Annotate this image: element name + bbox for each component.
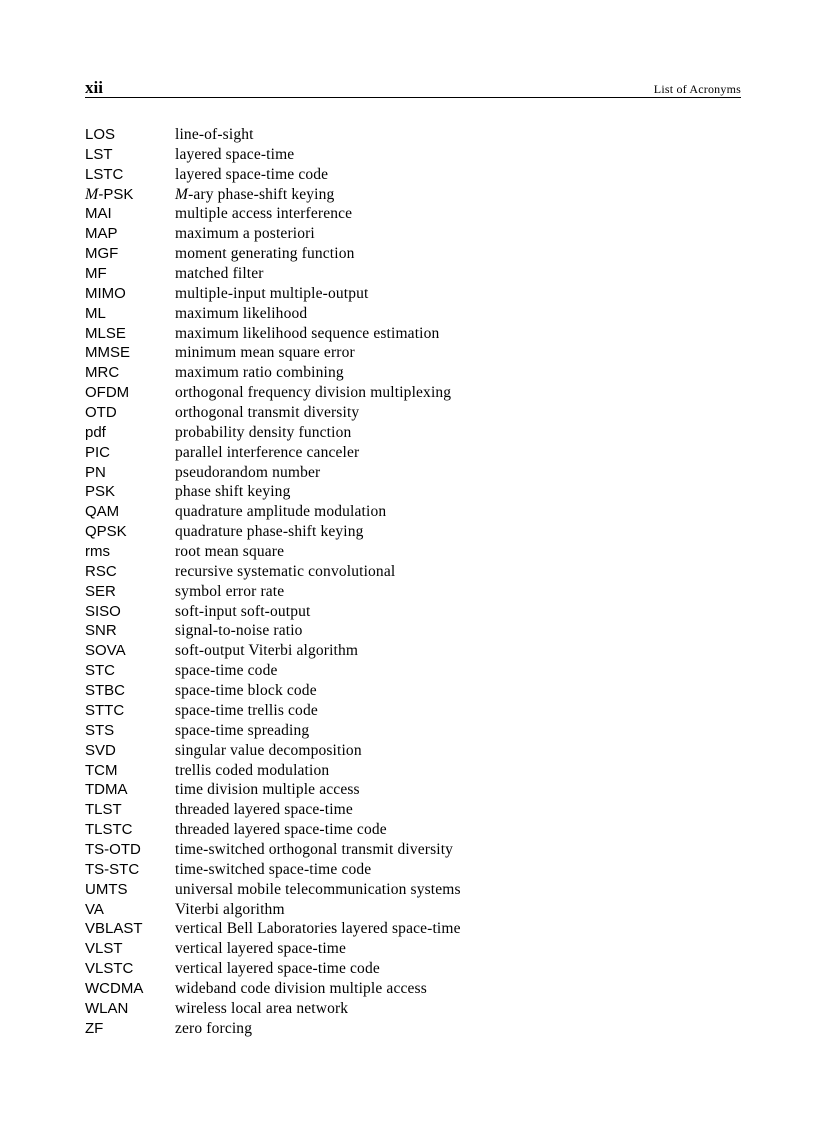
acronym-row xyxy=(85,939,741,959)
acronym-definition xyxy=(175,780,360,800)
acronym-definition-text: maximum ratio combining xyxy=(175,364,344,382)
acronym-definition-text: orthogonal transmit diversity xyxy=(175,404,360,422)
acronym-row xyxy=(85,919,741,939)
acronym-row xyxy=(85,482,741,502)
acronym-abbreviation-text: VA xyxy=(85,900,104,918)
acronym-abbreviation-text: TS-OTD xyxy=(85,840,141,858)
acronym-abbreviation-text: rms xyxy=(85,543,110,561)
acronym-abbreviation-text: MAP xyxy=(85,225,118,243)
acronym-abbreviation-text: LOS xyxy=(85,126,116,143)
acronym-abbreviation-text: MGF xyxy=(85,245,119,263)
acronym-abbreviation xyxy=(85,443,110,463)
acronym-abbreviation-variable: M xyxy=(85,185,99,203)
acronym-abbreviation xyxy=(85,502,119,522)
acronym-abbreviation-text: PIC xyxy=(85,443,111,461)
acronym-definition xyxy=(175,800,353,820)
acronym-abbreviation-text: PN xyxy=(85,463,106,481)
acronym-definition xyxy=(175,244,355,264)
acronym-abbreviation xyxy=(85,482,115,502)
acronym-definition xyxy=(175,185,334,205)
acronym-row xyxy=(85,1019,741,1039)
acronym-definition-text: time-switched orthogonal transmit diversity xyxy=(175,840,454,858)
acronym-row xyxy=(85,661,741,681)
acronym-definition-text: matched filter xyxy=(175,265,264,283)
acronym-abbreviation xyxy=(85,522,127,542)
acronym-definition-variable: M xyxy=(175,185,189,203)
acronym-definition xyxy=(175,999,348,1019)
acronym-abbreviation xyxy=(85,383,129,403)
acronym-row xyxy=(85,264,741,284)
acronym-definition-text: singular value decomposition xyxy=(175,741,362,759)
acronym-definition xyxy=(175,343,355,363)
acronym-abbreviation-text: RSC xyxy=(85,562,117,580)
acronym-abbreviation-text: MRC xyxy=(85,364,120,382)
acronym-row xyxy=(85,979,741,999)
acronym-definition-text: Viterbi algorithm xyxy=(175,900,285,918)
acronym-definition-text: zero forcing xyxy=(175,1019,253,1037)
acronym-definition xyxy=(175,443,359,463)
acronym-definition-text: soft-output Viterbi algorithm xyxy=(175,642,359,660)
acronym-abbreviation xyxy=(85,780,128,800)
acronym-abbreviation-text: VBLAST xyxy=(85,920,143,938)
acronym-row xyxy=(85,304,741,324)
acronym-definition xyxy=(175,165,328,185)
acronym-definition-text: recursive systematic convolutional xyxy=(175,562,396,580)
acronym-abbreviation xyxy=(85,423,106,443)
acronym-definition xyxy=(175,304,307,324)
acronym-abbreviation-text: STC xyxy=(85,662,115,680)
acronym-definition-text: vertical Bell Laboratories layered space-time xyxy=(175,920,461,938)
acronym-definition xyxy=(175,1019,252,1039)
acronym-row xyxy=(85,602,741,622)
acronym-abbreviation xyxy=(85,1019,103,1039)
acronym-row xyxy=(85,820,741,840)
acronym-definition-text: parallel interference canceler xyxy=(175,443,360,461)
acronym-definition-text: space-time block code xyxy=(175,682,317,700)
page-number: xii xyxy=(85,78,103,97)
acronym-definition-text: trellis coded modulation xyxy=(175,761,330,779)
acronym-abbreviation xyxy=(85,264,107,284)
acronym-definition xyxy=(175,621,303,641)
acronym-definition-text: layered space-time xyxy=(175,145,295,163)
acronym-abbreviation xyxy=(85,562,117,582)
acronym-definition-text: vertical layered space-time code xyxy=(175,960,380,978)
acronym-row xyxy=(85,502,741,522)
acronym-abbreviation-text: MAI xyxy=(85,205,112,223)
acronym-abbreviation-text: MF xyxy=(85,265,107,283)
acronym-abbreviation-text: OTD xyxy=(85,404,117,422)
acronym-definition-text: probability density function xyxy=(175,423,352,441)
acronym-definition xyxy=(175,900,285,920)
acronym-definition xyxy=(175,741,362,761)
acronym-definition-text: threaded layered space-time xyxy=(175,801,353,819)
acronym-row xyxy=(85,959,741,979)
acronym-abbreviation-text: OFDM xyxy=(85,384,130,402)
acronym-definition xyxy=(175,542,284,562)
acronym-abbreviation-text: UMTS xyxy=(85,880,128,898)
acronym-definition-text: maximum likelihood xyxy=(175,304,308,322)
acronym-definition-text: threaded layered space-time code xyxy=(175,821,387,839)
acronym-definition-text: vertical layered space-time xyxy=(175,940,347,958)
acronym-definition-text: multiple access interference xyxy=(175,205,353,223)
acronym-abbreviation xyxy=(85,304,106,324)
page-header xyxy=(85,78,741,98)
acronym-abbreviation xyxy=(85,185,133,205)
acronym-row xyxy=(85,463,741,483)
acronym-definition xyxy=(175,701,318,721)
acronym-abbreviation-text: TLST xyxy=(85,801,122,819)
acronym-abbreviation xyxy=(85,542,110,562)
acronym-definition-text: layered space-time code xyxy=(175,165,329,183)
acronym-row xyxy=(85,621,741,641)
acronym-definition-text: moment generating function xyxy=(175,245,355,263)
acronym-abbreviation-text: WCDMA xyxy=(85,979,144,997)
acronym-definition xyxy=(175,363,344,383)
acronym-definition-text: quadrature amplitude modulation xyxy=(175,503,387,521)
acronym-abbreviation xyxy=(85,403,117,423)
acronym-definition xyxy=(175,979,427,999)
acronym-definition xyxy=(175,383,451,403)
acronym-definition xyxy=(175,840,453,860)
acronym-abbreviation-text: QPSK xyxy=(85,523,127,541)
acronym-row xyxy=(85,721,741,741)
acronym-abbreviation xyxy=(85,880,128,900)
acronym-abbreviation xyxy=(85,900,104,920)
acronym-abbreviation xyxy=(85,820,133,840)
acronym-definition xyxy=(175,602,310,622)
acronym-abbreviation-text: QAM xyxy=(85,503,120,521)
acronym-abbreviation xyxy=(85,284,126,304)
acronym-row xyxy=(85,780,741,800)
acronym-abbreviation-text: WLAN xyxy=(85,999,129,1017)
acronym-abbreviation-text: STS xyxy=(85,721,115,739)
acronym-definition-text: space-time trellis code xyxy=(175,701,318,719)
acronym-row xyxy=(85,880,741,900)
acronym-abbreviation xyxy=(85,919,143,939)
acronym-abbreviation-text: LST xyxy=(85,145,113,163)
acronym-definition xyxy=(175,403,359,423)
acronym-abbreviation xyxy=(85,761,118,781)
acronym-abbreviation xyxy=(85,840,141,860)
acronym-abbreviation xyxy=(85,701,124,721)
acronym-row xyxy=(85,244,741,264)
acronym-definition xyxy=(175,880,461,900)
acronym-abbreviation xyxy=(85,721,114,741)
acronym-row xyxy=(85,641,741,661)
acronym-abbreviation-text: PSK xyxy=(85,483,116,501)
acronym-abbreviation xyxy=(85,979,143,999)
acronym-definition xyxy=(175,522,364,542)
acronym-abbreviation xyxy=(85,204,112,224)
acronym-abbreviation xyxy=(85,244,118,264)
acronym-abbreviation-text: -PSK xyxy=(98,185,134,203)
acronym-abbreviation xyxy=(85,959,133,979)
acronym-abbreviation-text: SER xyxy=(85,582,116,600)
acronym-row xyxy=(85,800,741,820)
acronym-row xyxy=(85,403,741,423)
acronym-abbreviation-text: MMSE xyxy=(85,344,130,362)
acronym-definition xyxy=(175,582,284,602)
acronym-row xyxy=(85,840,741,860)
acronym-definition-text: soft-input soft-output xyxy=(175,602,311,620)
acronym-row xyxy=(85,165,741,185)
acronym-definition xyxy=(175,661,278,681)
acronym-abbreviation-text: SNR xyxy=(85,622,117,640)
acronym-definition xyxy=(175,939,346,959)
acronym-definition xyxy=(175,482,290,502)
acronym-abbreviation-text: STTC xyxy=(85,701,125,719)
acronym-abbreviation-text: SVD xyxy=(85,741,116,759)
acronym-definition-text: maximum a posteriori xyxy=(175,225,315,243)
acronym-abbreviation xyxy=(85,681,125,701)
acronym-row xyxy=(85,443,741,463)
acronym-row xyxy=(85,681,741,701)
acronym-row xyxy=(85,145,741,165)
running-title: List of Acronyms xyxy=(653,82,741,96)
acronym-abbreviation xyxy=(85,363,119,383)
acronym-definition xyxy=(175,919,461,939)
acronym-definition-text: space-time code xyxy=(175,662,278,680)
acronym-abbreviation-text: VLSTC xyxy=(85,960,134,978)
acronym-definition-text: minimum mean square error xyxy=(175,344,355,362)
acronym-definition-text: phase shift keying xyxy=(175,483,291,501)
acronym-definition xyxy=(175,959,380,979)
acronym-row xyxy=(85,562,741,582)
acronym-abbreviation xyxy=(85,939,123,959)
acronym-definition-text: pseudorandom number xyxy=(175,463,321,481)
acronym-row xyxy=(85,363,741,383)
acronym-row xyxy=(85,582,741,602)
acronym-abbreviation xyxy=(85,661,115,681)
acronym-definition-text: -ary phase-shift keying xyxy=(188,185,335,203)
acronym-definition-text: root mean square xyxy=(175,543,285,561)
acronym-definition xyxy=(175,463,320,483)
acronym-abbreviation-text: SISO xyxy=(85,602,121,620)
acronym-abbreviation-text: TLSTC xyxy=(85,821,133,839)
acronym-definition xyxy=(175,681,317,701)
acronym-list xyxy=(85,125,741,1039)
acronym-definition-text: maximum likelihood sequence estimation xyxy=(175,324,440,342)
acronym-abbreviation xyxy=(85,145,113,165)
acronym-definition-text: wireless local area network xyxy=(175,999,349,1017)
acronym-abbreviation-text: LSTC xyxy=(85,165,124,183)
acronym-row xyxy=(85,224,741,244)
acronym-abbreviation-text: MIMO xyxy=(85,284,126,302)
acronym-definition-text: symbol error rate xyxy=(175,582,285,600)
acronym-definition xyxy=(175,204,352,224)
acronym-row xyxy=(85,343,741,363)
acronym-definition-text: signal-to-noise ratio xyxy=(175,622,303,640)
acronym-row xyxy=(85,701,741,721)
acronym-row xyxy=(85,522,741,542)
acronym-abbreviation xyxy=(85,165,123,185)
acronym-definition-text: time-switched space-time code xyxy=(175,860,372,878)
acronym-abbreviation-text: TS-STC xyxy=(85,860,140,878)
acronym-abbreviation-text: MLSE xyxy=(85,324,126,342)
acronym-abbreviation xyxy=(85,582,116,602)
acronym-abbreviation xyxy=(85,800,122,820)
acronym-row xyxy=(85,284,741,304)
acronym-row xyxy=(85,423,741,443)
acronym-abbreviation xyxy=(85,741,116,761)
acronym-definition-text: orthogonal frequency division multiplexing xyxy=(175,384,452,402)
acronym-definition-text: quadrature phase-shift keying xyxy=(175,523,364,541)
acronym-definition xyxy=(175,860,371,880)
acronym-abbreviation-text: ML xyxy=(85,304,106,322)
acronym-definition xyxy=(175,721,309,741)
acronym-abbreviation xyxy=(85,324,126,344)
acronym-definition-text: wideband code division multiple access xyxy=(175,979,427,997)
acronym-definition xyxy=(175,125,254,145)
acronym-definition-text: space-time spreading xyxy=(175,721,310,739)
acronym-abbreviation xyxy=(85,125,115,145)
acronym-definition xyxy=(175,324,439,344)
acronym-row xyxy=(85,324,741,344)
acronym-definition xyxy=(175,761,329,781)
acronym-row xyxy=(85,542,741,562)
acronym-row xyxy=(85,860,741,880)
acronym-abbreviation-text: pdf xyxy=(85,423,106,441)
header-rule xyxy=(85,97,741,98)
acronym-definition xyxy=(175,423,351,443)
acronym-definition-text: multiple-input multiple-output xyxy=(175,284,369,302)
acronym-definition xyxy=(175,264,264,284)
acronym-abbreviation xyxy=(85,343,130,363)
acronym-abbreviation-text: ZF xyxy=(85,1019,104,1037)
acronym-row xyxy=(85,125,741,145)
acronym-row xyxy=(85,900,741,920)
acronym-definition xyxy=(175,145,294,165)
acronym-definition xyxy=(175,502,386,522)
acronym-definition-text: universal mobile telecommunication systems xyxy=(175,880,461,898)
acronym-abbreviation-text: SOVA xyxy=(85,642,126,660)
acronym-definition xyxy=(175,224,315,244)
acronym-row xyxy=(85,204,741,224)
acronym-abbreviation xyxy=(85,602,121,622)
acronym-row xyxy=(85,185,741,205)
acronym-abbreviation xyxy=(85,463,106,483)
acronym-definition xyxy=(175,562,395,582)
acronym-abbreviation xyxy=(85,224,118,244)
acronym-abbreviation xyxy=(85,621,117,641)
acronym-row xyxy=(85,741,741,761)
acronym-abbreviation xyxy=(85,641,126,661)
acronym-abbreviation-text: VLST xyxy=(85,940,123,958)
acronym-definition xyxy=(175,284,369,304)
acronym-row xyxy=(85,999,741,1019)
acronym-abbreviation xyxy=(85,999,128,1019)
acronym-abbreviation-text: STBC xyxy=(85,682,126,700)
acronym-definition-text: time division multiple access xyxy=(175,781,360,799)
acronym-definition xyxy=(175,641,358,661)
acronym-abbreviation-text: TCM xyxy=(85,761,118,779)
acronym-abbreviation-text: TDMA xyxy=(85,781,128,799)
acronym-definition-text: line-of-sight xyxy=(175,126,254,143)
acronym-row xyxy=(85,383,741,403)
acronym-row xyxy=(85,761,741,781)
acronym-abbreviation xyxy=(85,860,139,880)
acronym-definition xyxy=(175,820,387,840)
